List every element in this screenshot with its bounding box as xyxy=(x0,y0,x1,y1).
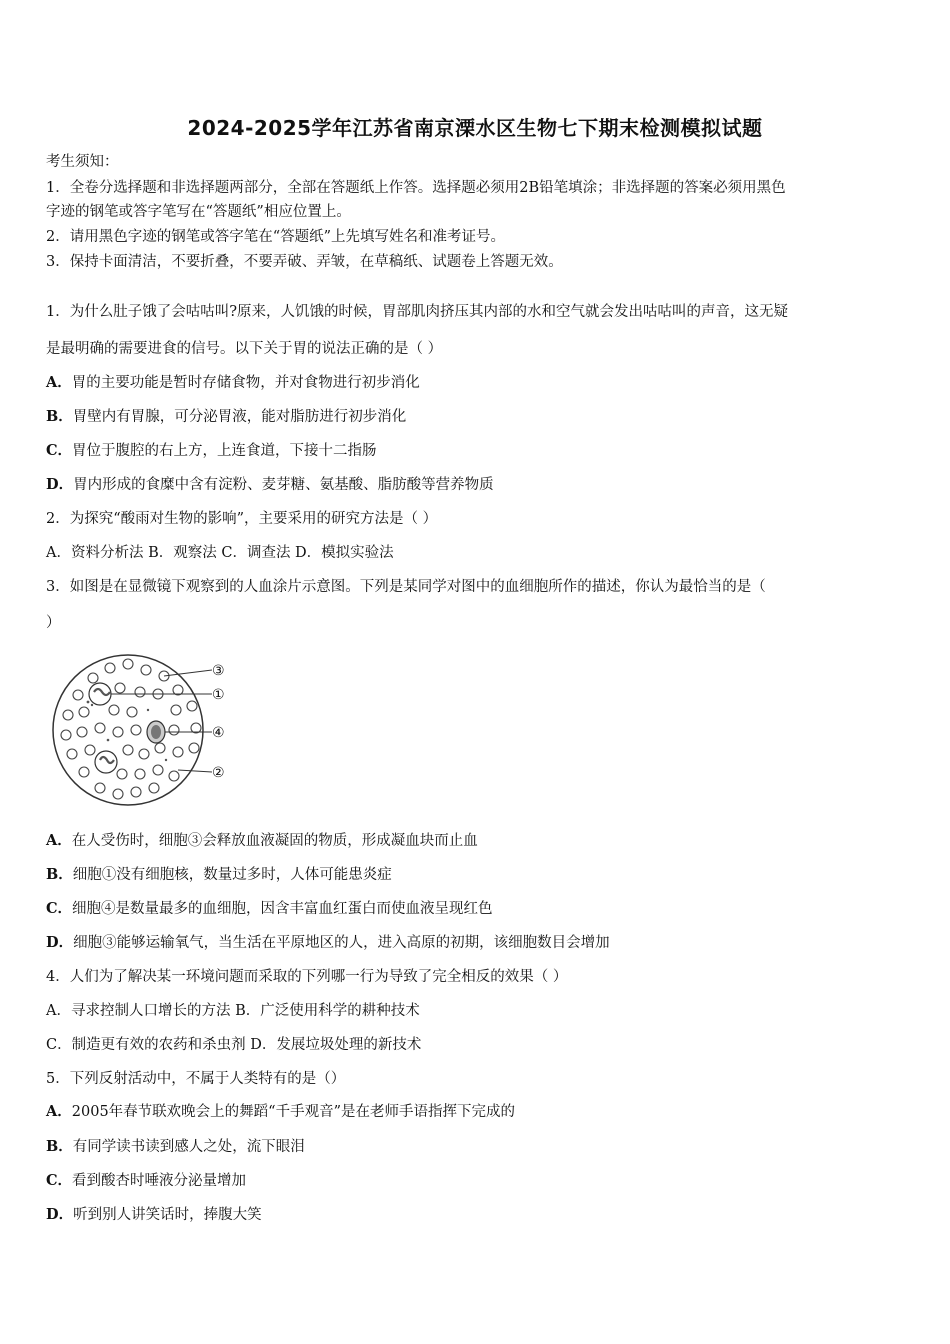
option-text: 在人受伤时，细胞③会释放血液凝固的物质，形成凝血块而止血 xyxy=(71,833,478,849)
option-text: 胃位于腹腔的右上方，上连食道，下接十二指肠 xyxy=(72,443,377,459)
q5-option-c xyxy=(46,1171,906,1191)
option-text: 胃内形成的食糜中含有淀粉、麦芽糖、氨基酸、脂肪酸等营养物质 xyxy=(73,477,494,493)
blood-smear-figure xyxy=(48,650,248,810)
option-letter: B． xyxy=(46,408,73,425)
q3-stem-line1: 3．如图是在显微镜下观察到的人血涂片示意图。下列是某同学对图中的血细胞所作的描述，你认为最恰当的是（ xyxy=(46,579,766,595)
q5-stem: 5．下列反射活动中，不属于人类特有的是（） xyxy=(46,1071,346,1087)
notice-item-3: 3．保持卡面清洁，不要折叠，不要弄破、弄皱，在草稿纸、试题卷上答题无效。 xyxy=(46,254,563,270)
q5-option-a xyxy=(46,1102,906,1122)
option-letter: D． xyxy=(46,1206,74,1223)
q3-option-d xyxy=(46,933,906,953)
q2-options: A．资料分析法 B．观察法 C．调查法 D．模拟实验法 xyxy=(46,545,394,561)
notice-item-1: 1．全卷分选择题和非选择题两部分，全部在答题纸上作答。选择题必须用2B铅笔填涂；非选择题的答案必须用黑色 xyxy=(46,180,786,196)
white-blood-cell-2 xyxy=(95,751,117,773)
option-text: 细胞④是数量最多的血细胞，因含丰富血红蛋白而使血液呈现红色 xyxy=(72,901,493,917)
page-title: 2024-2025学年江苏省南京溧水区生物七下期末检测模拟试题 xyxy=(187,116,763,140)
q4-stem: 4．人们为了解决某一环境问题而采取的下列哪一行为导致了完全相反的效果（ ） xyxy=(46,969,568,985)
q1-option-a xyxy=(46,373,906,393)
q1-option-b xyxy=(46,407,906,427)
option-letter: B． xyxy=(46,866,73,883)
option-letter: A． xyxy=(46,1103,72,1120)
q1-stem-line2: 是最明确的需要进食的信号。以下关于胃的说法正确的是（ ） xyxy=(46,341,443,357)
q3-option-b xyxy=(46,865,906,885)
q1-option-d xyxy=(46,475,906,495)
notice-item-2: 2．请用黑色字迹的钢笔或答字笔在“答题纸”上先填写姓名和准考证号。 xyxy=(46,229,506,245)
q5-option-d xyxy=(46,1205,906,1225)
q4-options-line2: C．制造更有效的农药和杀虫剂 D．发展垃圾处理的新技术 xyxy=(46,1037,422,1053)
microscope-field xyxy=(53,655,203,805)
option-text: 有同学读书读到感人之处，流下眼泪 xyxy=(72,1139,305,1155)
q1-stem-line1: 1．为什么肚子饿了会咕咕叫?原来，人饥饿的时候，胃部肌肉挤压其内部的水和空气就会发出咕咕叫的声音，这无疑 xyxy=(46,304,788,320)
option-letter: C． xyxy=(46,1172,73,1189)
q3-stem-line2: ） xyxy=(46,615,61,631)
white-blood-cell-1 xyxy=(89,683,111,705)
option-letter: B． xyxy=(46,1138,73,1155)
option-letter: C． xyxy=(46,900,73,917)
option-text: 2005年春节联欢晚会上的舞蹈“千手观音”是在老师手语指挥下完成的 xyxy=(71,1104,515,1120)
q5-option-b xyxy=(46,1137,906,1157)
option-text: 看到酸杏时唾液分泌量增加 xyxy=(72,1173,247,1189)
label-1: ① xyxy=(212,687,225,703)
q2-stem: 2．为探究“酸雨对生物的影响”，主要采用的研究方法是（ ） xyxy=(46,511,438,527)
label-4: ④ xyxy=(212,725,225,741)
option-letter: D． xyxy=(46,934,74,951)
nucleated-cell-4 xyxy=(147,721,165,743)
notice-heading: 考生须知： xyxy=(46,154,119,170)
option-text: 胃壁内有胃腺，可分泌胃液，能对脂肪进行初步消化 xyxy=(72,409,407,425)
option-letter: A． xyxy=(46,832,72,849)
q3-option-a xyxy=(46,831,906,851)
option-letter: C． xyxy=(46,442,73,459)
option-letter: A． xyxy=(46,374,72,391)
figure-labels xyxy=(212,663,225,781)
label-3: ③ xyxy=(212,663,225,679)
option-text: 细胞③能够运输氧气，当生活在平原地区的人，进入高原的初期，该细胞数目会增加 xyxy=(73,935,610,951)
label-2: ② xyxy=(212,765,225,781)
q3-option-c xyxy=(46,899,906,919)
option-letter: D． xyxy=(46,476,74,493)
q1-option-c xyxy=(46,441,906,461)
option-text: 细胞①没有细胞核，数量过多时，人体可能患炎症 xyxy=(72,867,392,883)
option-text: 胃的主要功能是暂时存储食物，并对食物进行初步消化 xyxy=(71,375,420,391)
notice-item-1-cont: 字迹的钢笔或答字笔写在“答题纸”相应位置上。 xyxy=(46,204,351,220)
option-text: 听到别人讲笑话时，捧腹大笑 xyxy=(73,1207,262,1223)
q4-options-line1: A．寻求控制人口增长的方法 B．广泛使用科学的耕种技术 xyxy=(46,1003,420,1019)
